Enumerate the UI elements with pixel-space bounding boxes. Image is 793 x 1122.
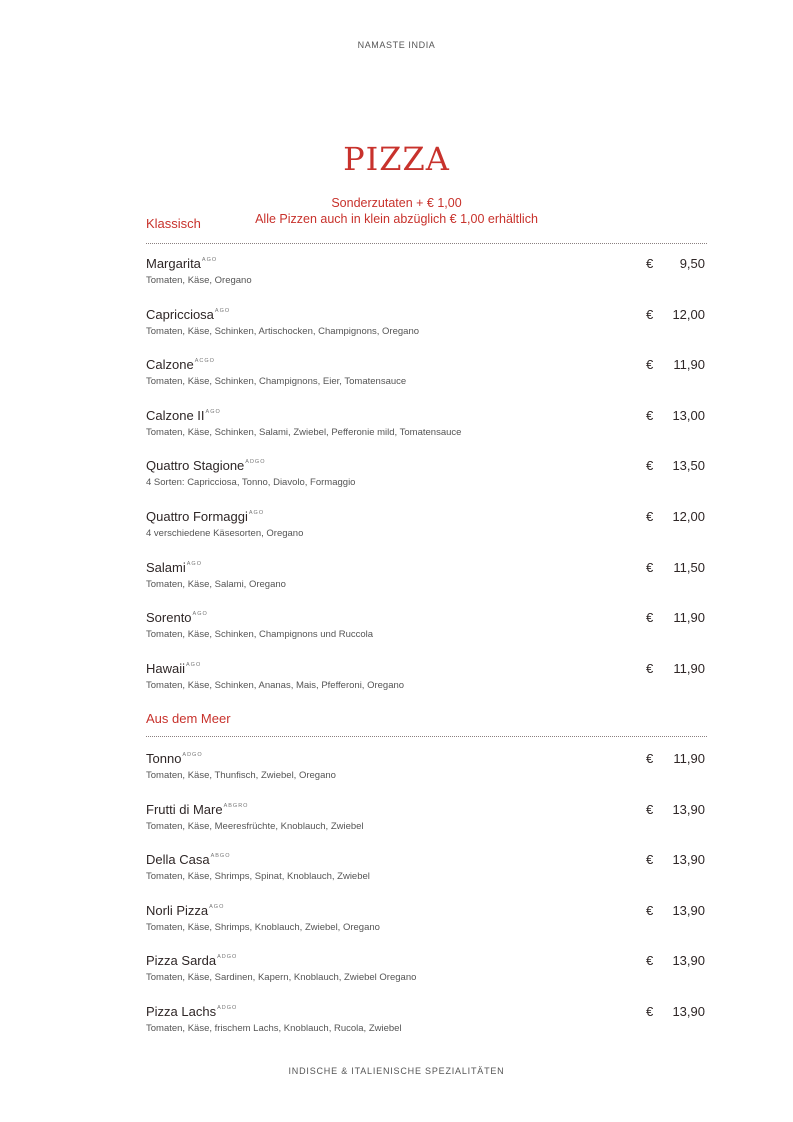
item-name-line bbox=[146, 408, 221, 423]
item-name-line bbox=[146, 1004, 237, 1019]
menu-item bbox=[146, 953, 707, 993]
item-name-line bbox=[146, 903, 224, 918]
allergen-codes: ADGO bbox=[245, 459, 266, 466]
allergen-codes: ABGRO bbox=[223, 802, 249, 809]
currency-symbol: € bbox=[646, 407, 654, 423]
allergen-codes: ADGO bbox=[182, 752, 203, 758]
menu-notes bbox=[0, 195, 793, 227]
section-title: Klassisch bbox=[146, 216, 201, 231]
item-name-line bbox=[146, 802, 248, 817]
currency-symbol: € bbox=[646, 509, 654, 524]
item-name: Quattro Stagione bbox=[146, 458, 245, 474]
item-name: Pizza Lachs bbox=[146, 1004, 217, 1019]
item-name: Salami bbox=[146, 559, 186, 575]
menu-item bbox=[146, 357, 707, 397]
currency-symbol: € bbox=[646, 559, 654, 575]
currency-symbol: € bbox=[646, 751, 654, 766]
item-price: 11,90 bbox=[673, 660, 705, 676]
item-description: 4 verschiedene Käsesorten, Oregano bbox=[146, 528, 304, 539]
menu-item bbox=[146, 1004, 707, 1044]
menu-item bbox=[146, 903, 707, 943]
item-name-line bbox=[146, 357, 215, 372]
item-name: Della Casa bbox=[146, 852, 210, 868]
item-name-line bbox=[146, 751, 203, 766]
restaurant-name: NAMASTE INDIA bbox=[357, 40, 436, 50]
section-divider bbox=[146, 243, 707, 244]
item-name: Sorento bbox=[146, 610, 192, 626]
currency-symbol: € bbox=[646, 660, 654, 676]
item-price: 13,50 bbox=[672, 458, 705, 474]
item-description: Tomaten, Käse, Schinken, Artischocken, Champignons, Oregano bbox=[146, 325, 420, 337]
menu-item bbox=[146, 852, 707, 892]
item-price: 11,90 bbox=[673, 610, 705, 626]
item-description: Tomaten, Käse, Schinken, Salami, Zwiebel, Pefferonie mild, Tomatensauce bbox=[146, 426, 462, 438]
item-name-line bbox=[146, 610, 208, 625]
currency-symbol: € bbox=[646, 357, 654, 373]
item-description: Tomaten, Käse, Thunfisch, Zwiebel, Oregano bbox=[146, 770, 336, 781]
allergen-codes: ACGO bbox=[194, 358, 215, 365]
item-name-line bbox=[146, 953, 237, 968]
allergen-codes: AGO bbox=[192, 611, 208, 618]
item-description: Tomaten, Käse, frischem Lachs, Knoblauch, Rucola, Zwiebel bbox=[146, 1023, 402, 1034]
allergen-codes: AGO bbox=[201, 257, 218, 263]
item-name-line bbox=[146, 307, 230, 322]
item-price: 13,90 bbox=[672, 852, 705, 868]
item-name-line bbox=[146, 560, 202, 575]
menu-item bbox=[146, 307, 707, 347]
extra-toppings-note: Sonderzutaten + € 1,00 bbox=[331, 196, 462, 210]
item-description: Tomaten, Käse, Schinken, Ananas, Mais, Pfefferoni, Oregano bbox=[146, 679, 405, 691]
allergen-codes: ABGO bbox=[210, 853, 231, 860]
item-price: 13,00 bbox=[672, 407, 705, 423]
item-price: 13,90 bbox=[672, 902, 705, 918]
currency-symbol: € bbox=[646, 902, 654, 918]
menu-item bbox=[146, 458, 707, 498]
item-price: 11,90 bbox=[673, 357, 705, 373]
menu-item bbox=[146, 509, 707, 549]
item-description: Tomaten, Käse, Sardinen, Kapern, Knoblauch, Zwiebel Oregano bbox=[146, 972, 417, 984]
item-name: Norli Pizza bbox=[146, 902, 209, 918]
item-price: 13,90 bbox=[672, 953, 705, 969]
item-name: Margarita bbox=[146, 256, 201, 271]
item-price: 9,50 bbox=[679, 256, 705, 271]
currency-symbol: € bbox=[646, 458, 654, 474]
item-name-line bbox=[146, 256, 217, 271]
menu-item bbox=[146, 256, 707, 296]
menu-item bbox=[146, 802, 707, 842]
currency-symbol: € bbox=[646, 1004, 654, 1019]
allergen-codes: AGO bbox=[214, 307, 231, 314]
item-description: Tomaten, Käse, Salami, Oregano bbox=[146, 578, 286, 590]
item-description: Tomaten, Käse, Schinken, Champignons und Ruccola bbox=[146, 629, 374, 641]
item-name-line bbox=[146, 661, 201, 676]
currency-symbol: € bbox=[646, 852, 654, 868]
item-price: 13,90 bbox=[672, 1004, 705, 1019]
item-description: Tomaten, Käse, Shrimps, Knoblauch, Zwiebel, Oregano bbox=[146, 921, 380, 933]
item-name: Calzone bbox=[146, 357, 194, 373]
currency-symbol: € bbox=[646, 610, 654, 626]
item-name: Frutti di Mare bbox=[146, 801, 223, 817]
item-name-line bbox=[146, 509, 264, 524]
item-price: 11,50 bbox=[673, 559, 705, 575]
currency-symbol: € bbox=[646, 801, 654, 817]
item-name: Hawaii bbox=[146, 660, 186, 676]
currency-symbol: € bbox=[646, 256, 654, 271]
item-price: 11,90 bbox=[673, 751, 705, 766]
section-title: Aus dem Meer bbox=[146, 711, 231, 726]
currency-symbol: € bbox=[646, 306, 654, 322]
item-name: Quattro Formaggi bbox=[146, 509, 248, 524]
item-description: Tomaten, Käse, Shrimps, Spinat, Knoblauch, Zwiebel bbox=[146, 871, 370, 883]
menu-item bbox=[146, 751, 707, 791]
allergen-codes: AGO bbox=[186, 560, 202, 567]
footer-tagline: INDISCHE & ITALIENISCHE SPEZIALITÄTEN bbox=[288, 1066, 505, 1076]
item-name-line bbox=[146, 458, 266, 473]
allergen-codes: AGO bbox=[186, 661, 202, 668]
section-divider bbox=[146, 736, 707, 737]
currency-symbol: € bbox=[646, 953, 654, 969]
menu-item bbox=[146, 560, 707, 600]
allergen-codes: AGO bbox=[248, 510, 265, 516]
item-description: Tomaten, Käse, Oregano bbox=[146, 275, 252, 286]
allergen-codes: AGO bbox=[205, 408, 221, 415]
item-name: Capricciosa bbox=[146, 306, 214, 322]
item-price: 12,00 bbox=[672, 306, 705, 322]
allergen-codes: ADGO bbox=[217, 954, 238, 961]
item-name: Pizza Sarda bbox=[146, 953, 217, 969]
small-size-note: Alle Pizzen auch in klein abzüglich € 1,00 erhältlich bbox=[255, 212, 538, 226]
allergen-codes: AGO bbox=[209, 903, 225, 910]
item-price: 12,00 bbox=[672, 509, 705, 524]
item-price: 13,90 bbox=[672, 801, 705, 817]
item-description: 4 Sorten: Capricciosa, Tonno, Diavolo, Formaggio bbox=[146, 477, 356, 489]
item-name-line bbox=[146, 852, 231, 867]
item-description: Tomaten, Käse, Schinken, Champignons, Eier, Tomatensauce bbox=[146, 376, 407, 388]
page-title: PIZZA bbox=[343, 140, 450, 178]
menu-item bbox=[146, 408, 707, 448]
item-name: Calzone II bbox=[146, 407, 205, 423]
item-description: Tomaten, Käse, Meeresfrüchte, Knoblauch, Zwiebel bbox=[146, 820, 364, 832]
menu-item bbox=[146, 610, 707, 650]
menu-item bbox=[146, 661, 707, 701]
item-name: Tonno bbox=[146, 751, 182, 766]
allergen-codes: ADGO bbox=[217, 1005, 238, 1011]
